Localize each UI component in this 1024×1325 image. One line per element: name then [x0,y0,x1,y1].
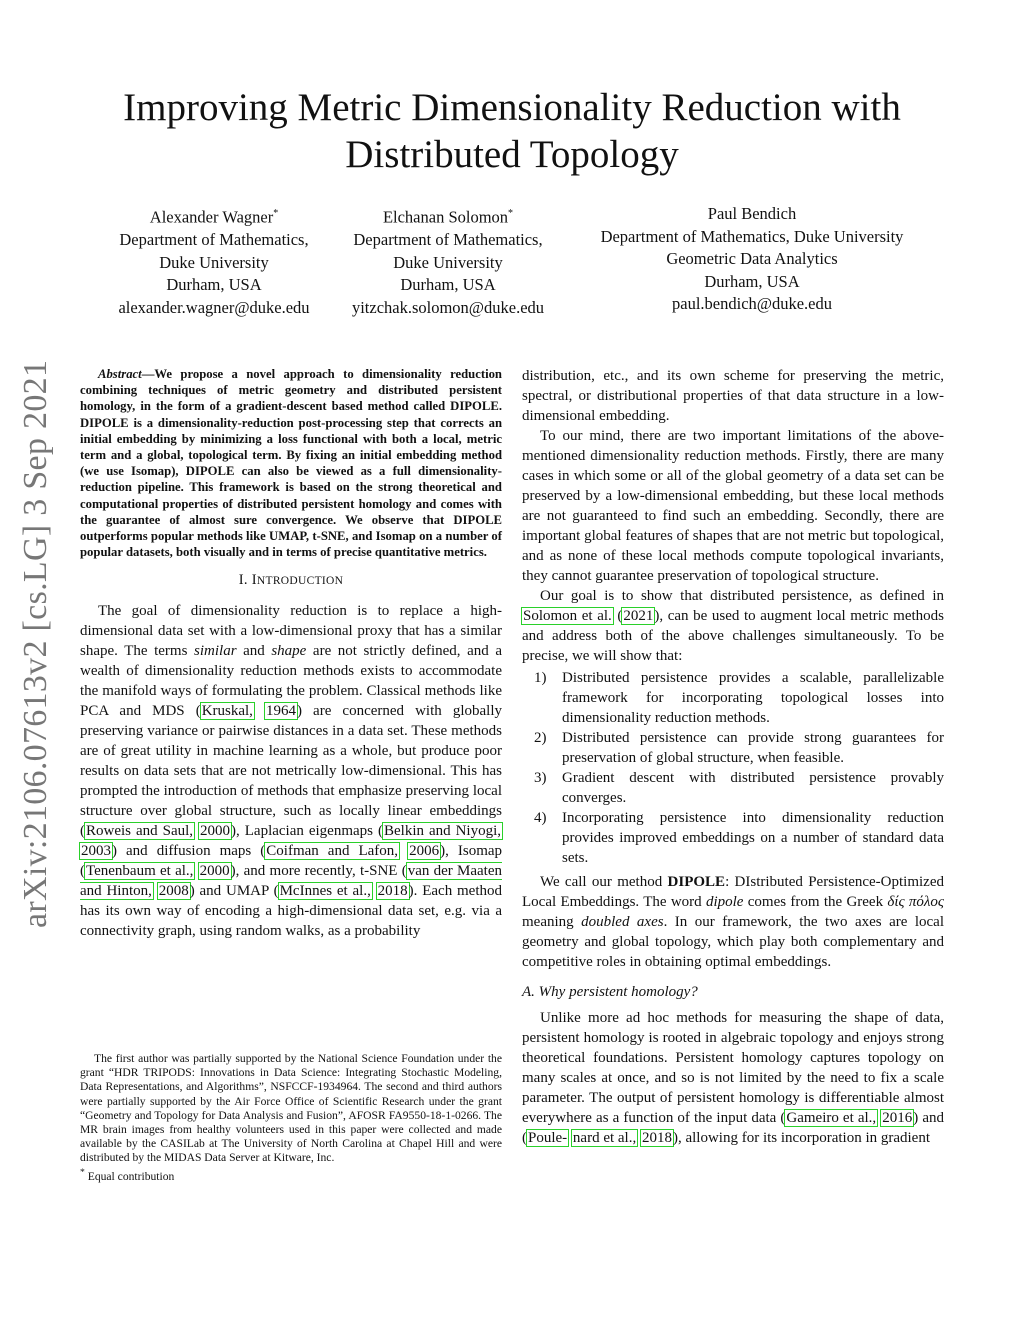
citation-link[interactable]: 2016 [882,1110,913,1126]
intro-paragraph-2: To our mind, there are two important limitations of the above-mentioned dimensionality reduction methods. Firstly, there are many cases in which some or all of the global geometry of a data set can be preserved by a low-dimensional embedding, but these local methods are not guaranteed to find such an embedding. Secondly, there are important global features of shapes that are not metric but topological, and as none of these local methods compute topological invariants, they cannot guarantee preservation of topological structure. [522,428,944,584]
citation-link[interactable]: Tenenbaum et al., [86,863,194,880]
author-affiliation: Geometric Data Analytics [666,249,838,268]
citation-link[interactable]: Solomon et al. [523,608,612,624]
author-city: Durham, USA [704,271,800,291]
author-department: Department of Mathematics, [353,230,543,249]
author-2 [334,203,562,319]
author-email[interactable]: yitzchak.solomon@duke.edu [351,297,545,317]
list-item: 2) Distributed persistence can provide strong guarantees for preservation of global structure, when feasible. [534,730,944,766]
citation-link[interactable]: 2000 [200,823,231,840]
author-1 [96,203,332,319]
intro-paragraph-4: We call our method DIPOLE: DIstributed Persistence-Optimized Local Embeddings. The word dipole comes from the Greek δίς πόλος meaning doubled axes. In our framework, the two axes are local geometry and global topology, which play both complementary and competitive roles in obtaining optimal embeddings. [522,874,945,970]
author-name: Paul Bendich [707,204,797,223]
section-heading-introduction [80,570,502,591]
citation-link[interactable]: nard et al., [572,1130,637,1146]
term-shape: shape [271,643,307,660]
author-department: Department of Mathematics, Duke University [600,226,904,246]
equal-contribution-footnote: * Equal contribution [80,1166,175,1183]
citation-link[interactable]: Gameiro et al., [786,1110,877,1126]
abstract-dash: — [141,367,155,381]
citation-link[interactable]: 2003 [81,843,111,860]
citation-link[interactable]: McInnes et al., [279,883,371,900]
list-item: 4) Incorporating persistence into dimensionality reduction provides improved embeddings on a number of standard data sets. [534,810,944,866]
citation-link[interactable]: Coifman and Lafon, [266,843,399,860]
citation-link[interactable]: 2018 [641,1130,672,1146]
citation-link[interactable]: 2000 [199,863,230,880]
equal-contribution-mark: * [508,208,514,219]
citation-link[interactable]: 2021 [623,608,654,624]
citation-link[interactable]: Poule- [528,1130,568,1146]
right-column [522,366,944,1148]
author-email[interactable]: paul.bendich@duke.edu [672,294,832,313]
author-city: Durham, USA [166,275,262,294]
intro-paragraph-1: The goal of dimensionality reduction is to replace a high-dimensional data set with a low-dimensional proxy that has a similar shape. The terms similar and shape are not strictly defined, and a wealth of dimensionality reduction methods exists to accommodate the manifold ways of formulating the problem. Classical methods like PCA and MDS (Kruskal, 1964) are concerned with globally preserving variance or pairwise distances in a data set. These methods are of great utility in machine learning as a whole, but produce poor results on data sets that are not metrically low-dimensional. This has prompted the introduction of methods that emphasize preserving local structure over global structure, such as locally linear embeddings (Roweis and Saul, 2000), Laplacian eigenmaps (Belkin and Niyogi, 2003) and diffusion maps (Coifman and Lafon, 2006), Isomap (Tenenbaum et al., 2000), and more recently, t-SNE (van der Maaten and Hinton, 2008) and UMAP (McInnes et al., 2018). Each method has its own way of encoding a high-dimensional data set, e.g. via a connectivity graph, using random walks, as a probability [80,603,503,940]
citation-link[interactable]: Belkin and Niyogi, [383,823,502,840]
author-university: Duke University [393,252,503,272]
citation-link[interactable]: Kruskal, [201,703,253,720]
author-name: Elchanan Solomon [382,207,509,227]
author-university: Duke University [159,252,269,272]
author-department: Department of Mathematics, [119,230,309,249]
author-city: Durham, USA [400,275,496,294]
funding-footnote: The first author was partially supported by the National Science Foundation under the grant “HDR TRIPODS: Innovations in Data Science: Integrating Stochastic Modeling, Data Representations, and Algorithms”, NSFCCF-1934964. The second and third authors were partially supported by the Air Force Office of Scientific Research under the grant “Geometry and Topology for Data Analysis and Fusion”, AFOSR FA9550-18-1-0266. The MR brain images from healthy volunteers used in this paper were collected and made available by the CASILab at The University of North Carolina at Chapel Hill and were distributed by the MIDAS Data Server at Kitware, Inc. [80,1052,502,1165]
equal-contribution-mark: * [273,208,279,219]
author-name: Alexander Wagner [149,207,274,227]
method-name: DIPOLE [667,874,726,890]
subsection-paragraph-1: Unlike more ad hoc methods for measuring the shape of data, persistent homology is rooted in algebraic topology and enjoys strong theoretical foundations. Persistent homology captures topology on many scales at once, and so is not limited by the need to fix a scale parameter. The output of persistent homology is differentiable almost everywhere as a function of the input data (Gameiro et al., 2016) and (Poule- nard et al., 2018), allowing for its incorporation in gradient [522,1010,944,1146]
abstract [80,366,502,560]
citation-link[interactable]: 2018 [377,883,408,900]
term-similar: similar [194,643,237,660]
author-3 [578,203,926,316]
list-item: 3) Gradient descent with distributed persistence provably converges. [534,770,944,806]
citation-link[interactable]: van der Maaten and Hinton, [80,863,502,900]
intro-paragraph-3: Our goal is to show that distributed persistence, as defined in Solomon et al. (2021), can be used to augment local metric methods and address both of the above challenges simultaneously. To be precise, we will show that: [522,588,945,664]
greek-term: δίς πόλος [887,894,945,910]
arxiv-identifier: arXiv:2106.07613v2 [cs.LG] 3 Sep 2021 [17,359,54,928]
citation-link[interactable]: 2008 [158,883,189,900]
section-number: I. [238,572,248,589]
intro-paragraph-1-continued: distribution, etc., and its own scheme for preserving the metric, spectral, or distributional properties of that data structure in a low-dimensional embedding. [522,368,944,424]
citation-link[interactable]: 2006 [409,843,440,860]
citation-link[interactable]: 1964 [266,703,296,720]
footnote [80,1052,502,1184]
author-email[interactable]: alexander.wagner@duke.edu [118,297,310,317]
section-title-rest: NTRODUCTION [256,575,344,588]
section-title-initial: I [251,572,257,589]
intro-paragraph-1-tail-left: ). Each method has its own way of encoding a high-dimensional data set, e.g. via a connectivity graph, using random walks, as a probability [80,883,502,940]
abstract-text: We propose a novel approach to dimensionality reduction combining techniques of metric geometry and distributed persistent homology, in the form of a gradient-descent based method called DIPOLE. DIPOLE is a dimensionality-reduction post-processing step that corrects an initial embedding by minimizing a loss functional with both a local, metric term and a global, topological term. By fixing an initial embedding method (we use Isomap), DIPOLE can also be viewed as a full dimensionality-reduction pipeline. This framework is based on the strong theoretical and computational properties of distributed persistent homology and comes with the guarantee of almost sure convergence. We observe that DIPOLE outperforms popular methods like UMAP, t-SNE, and Isomap on a number of popular datasets, both visually and in terms of precise quantitative metrics. [80,367,502,560]
abstract-label: Abstract [98,367,142,381]
subsection-heading: A. Why persistent homology? [522,984,698,1000]
contribution-list [522,668,944,868]
left-column [80,366,502,941]
list-item: 1) Distributed persistence provides a scalable, parallelizable framework for incorporating topological losses into dimensionality reduction methods. [534,670,944,726]
citation-link[interactable]: Roweis and Saul, [86,823,194,840]
paper-title: Improving Metric Dimensionality Reduction with Distributed Topology [123,86,901,176]
